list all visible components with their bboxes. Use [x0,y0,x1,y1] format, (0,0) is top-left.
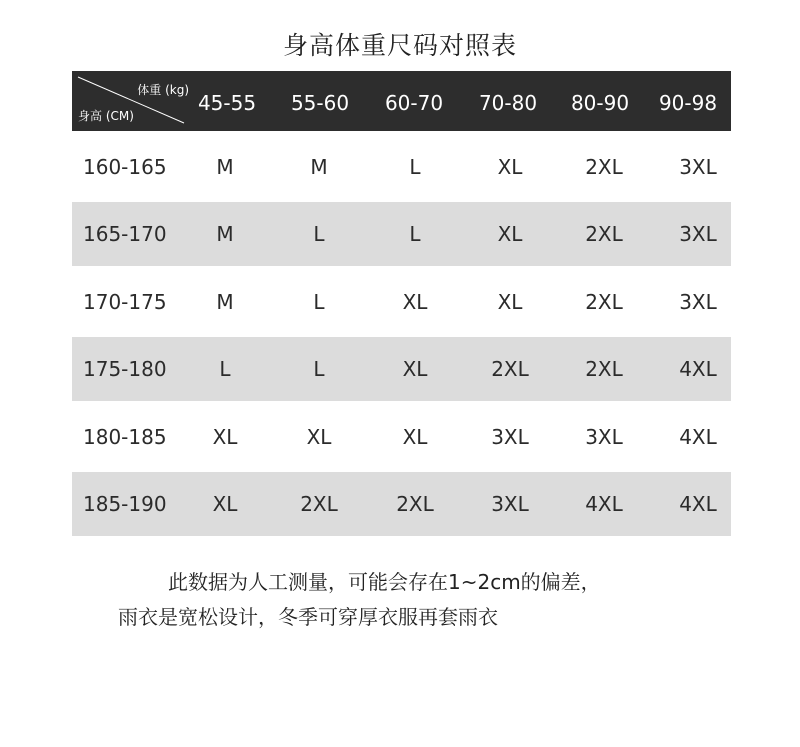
weight-header-2: 60-70 [384,91,444,115]
weight-header-3: 70-80 [478,91,538,115]
table-row [72,337,731,401]
height-cell: 170-175 [83,289,167,314]
size-cell: M [216,222,234,246]
table-row [72,131,731,202]
table-row [72,472,731,536]
height-cell: 160-165 [83,154,167,179]
weight-axis-label: 体重 (kg) [137,83,189,97]
size-cell: XL [402,289,428,314]
note-line-1: 此数据为人工测量，可能会存在1~2cm的偏差， [168,570,601,594]
weight-header-5: 90-98 [658,91,718,115]
size-cell: 2XL [585,289,623,314]
page-title: 身高体重尺码对照表 [282,31,517,60]
size-cell: M [216,289,234,314]
size-cell: XL [402,357,428,381]
size-cell: 3XL [491,424,529,449]
size-cell: M [216,154,234,179]
size-cell: 4XL [585,492,623,516]
size-cell: XL [306,424,332,449]
size-cell: 2XL [585,154,623,179]
size-cell: 3XL [679,289,717,314]
size-cell: 3XL [679,154,717,179]
height-cell: 180-185 [83,424,167,449]
size-cell: L [219,357,231,381]
size-cell: XL [212,492,238,516]
header-corner-cell [72,71,187,131]
height-cell: 185-190 [83,492,167,516]
size-cell: L [313,289,325,314]
table-header [72,71,731,131]
size-cell: 4XL [679,424,717,449]
size-cell: XL [212,424,238,449]
size-cell: 2XL [491,357,529,381]
table-row [72,266,731,337]
weight-header-4: 80-90 [570,91,630,115]
size-cell: XL [497,222,523,246]
size-cell: L [313,357,325,381]
table-row [72,202,731,266]
weight-header-1: 55-60 [290,91,350,115]
size-cell: 3XL [585,424,623,449]
size-cell: L [409,222,421,246]
size-cell: 2XL [585,222,623,246]
size-cell: 2XL [585,357,623,381]
size-chart-table [72,71,731,536]
size-cell: L [409,154,421,179]
size-cell: 2XL [300,492,338,516]
height-cell: 165-170 [83,222,167,246]
size-cell: 4XL [679,357,717,381]
table-row [72,401,731,472]
size-cell: 3XL [491,492,529,516]
size-cell: 4XL [679,492,717,516]
size-cell: 3XL [679,222,717,246]
size-cell: XL [402,424,428,449]
size-cell: 2XL [396,492,434,516]
size-cell: XL [497,289,523,314]
note-line-2: 雨衣是宽松设计，冬季可穿厚衣服再套雨衣 [118,605,498,629]
size-cell: XL [497,154,523,179]
weight-header-0: 45-55 [197,91,257,115]
size-cell: L [313,222,325,246]
size-cell: M [310,154,328,179]
height-axis-label: 身高 (CM) [78,109,134,123]
height-cell: 175-180 [83,357,167,381]
